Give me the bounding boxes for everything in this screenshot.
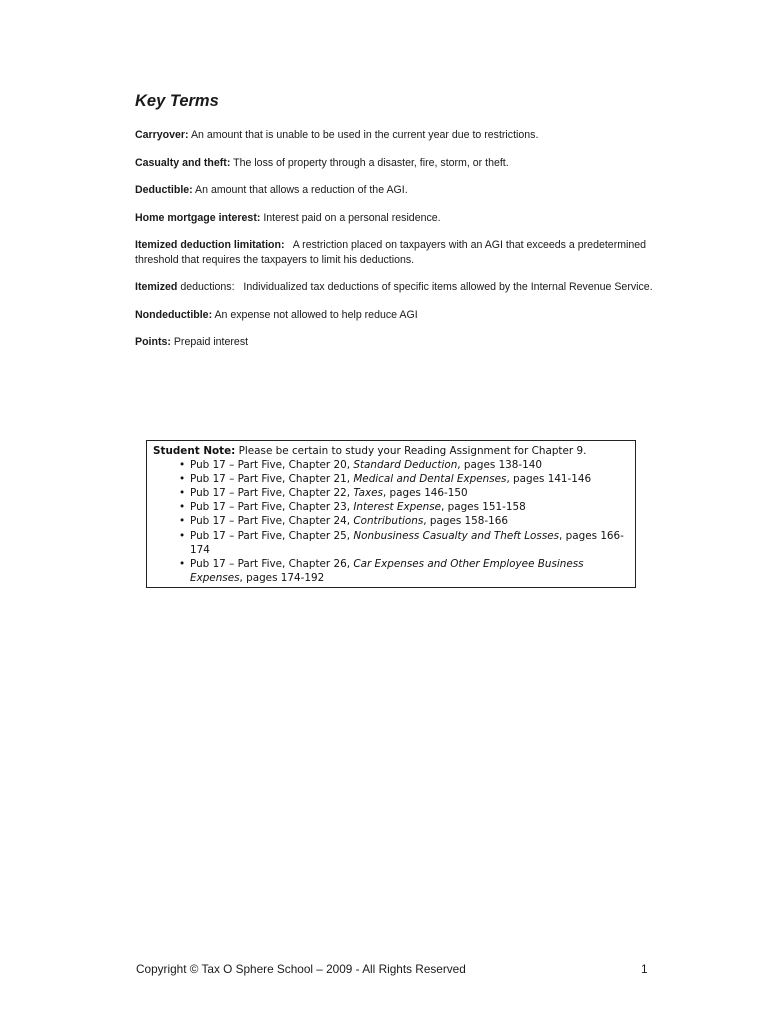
term-itemized-deduction-limitation: [135, 238, 655, 267]
bullet-icon: •: [179, 557, 186, 570]
item-ref: Pub 17 – Part Five, Chapter 25,: [190, 529, 351, 542]
student-note-label: Student Note:: [153, 445, 236, 457]
term-label: Home mortgage interest:: [135, 211, 261, 224]
item-topic: Standard Deduction: [353, 459, 458, 472]
item-pages: , pages 141-146: [506, 473, 592, 486]
item-pages: , pages 158-166: [423, 515, 508, 528]
term-label-rest: deductions:: [180, 281, 235, 293]
item-pages: , pages 146-150: [382, 487, 468, 500]
term-label: Deductible:: [135, 184, 193, 196]
term-definition: Prepaid interest: [173, 336, 249, 348]
item-pages: , pages 174-192: [239, 571, 325, 584]
bullet-icon: •: [179, 459, 186, 472]
item-ref: Pub 17 – Part Five, Chapter 23,: [190, 501, 351, 514]
term-definition: Individualized tax deductions of specific items allowed by the Internal Revenue Service.: [243, 281, 653, 293]
key-terms-list: [135, 128, 655, 363]
term-deductible: [135, 183, 655, 198]
reading-assignment-list: [153, 458, 629, 585]
bullet-icon: •: [179, 501, 186, 514]
term-definition: A restriction placed on taxpayers with an AGI that exceeds a predetermined threshold that requires the taxpayers to limit his deductions.: [135, 239, 647, 266]
student-note-text: Please be certain to study your Reading Assignment for Chapter 9.: [238, 445, 587, 457]
list-item: [153, 514, 629, 528]
item-ref: Pub 17 – Part Five, Chapter 26,: [190, 557, 351, 570]
item-topic: Nonbusiness Casualty and Theft Losses: [353, 529, 560, 542]
item-ref: Pub 17 – Part Five, Chapter 22,: [190, 487, 351, 500]
item-topic: Car Expenses and Other Employee Business Expenses: [190, 557, 584, 584]
term-carryover: [135, 128, 655, 143]
item-pages: , pages 166-174: [190, 529, 624, 556]
term-definition: An expense not allowed to help reduce AGI: [214, 308, 418, 321]
list-item: [153, 500, 629, 514]
list-item: [153, 486, 629, 500]
term-definition: An amount that allows a reduction of the AGI.: [195, 184, 408, 196]
student-note-intro: [153, 444, 629, 458]
footer-copyright: Copyright © Tax O Sphere School – 2009 - All Rights Reserved: [136, 962, 466, 976]
list-item: [153, 472, 629, 486]
term-definition: An amount that is unable to be used in the current year due to restrictions.: [190, 129, 539, 141]
item-pages: , pages 151-158: [441, 501, 526, 514]
term-nondeductible: [135, 308, 655, 323]
term-home-mortgage-interest: [135, 211, 655, 226]
item-topic: Medical and Dental Expenses: [353, 473, 507, 486]
bullet-icon: •: [179, 515, 186, 528]
term-definition: The loss of property through a disaster, fire, storm, or theft.: [233, 156, 509, 169]
item-ref: Pub 17 – Part Five, Chapter 24,: [190, 515, 351, 528]
bullet-icon: •: [179, 487, 186, 500]
student-note-box: [146, 440, 636, 588]
term-label: Casualty and theft:: [135, 156, 231, 169]
term-label: Carryover:: [135, 129, 189, 141]
item-topic: Contributions: [353, 515, 424, 528]
term-label: Points:: [135, 336, 171, 348]
term-label: Nondeductible:: [135, 308, 213, 321]
term-label: Itemized deduction limitation:: [135, 239, 285, 251]
list-item: [153, 529, 629, 557]
bullet-icon: •: [179, 529, 186, 542]
item-topic: Interest Expense: [353, 501, 442, 514]
term-casualty-and-theft: [135, 156, 655, 171]
term-points: [135, 335, 655, 350]
bullet-icon: •: [179, 473, 186, 486]
item-pages: , pages 138-140: [457, 459, 542, 472]
term-label: Itemized: [135, 281, 178, 293]
list-item: [153, 458, 629, 472]
page-title: Key Terms: [135, 92, 219, 110]
term-definition: Interest paid on a personal residence.: [263, 211, 441, 224]
item-ref: Pub 17 – Part Five, Chapter 20,: [190, 459, 351, 472]
item-ref: Pub 17 – Part Five, Chapter 21,: [190, 473, 351, 486]
list-item: [153, 557, 629, 585]
footer-page-number: 1: [641, 962, 648, 976]
item-topic: Taxes: [353, 487, 383, 500]
term-itemized-deductions: [135, 280, 655, 295]
